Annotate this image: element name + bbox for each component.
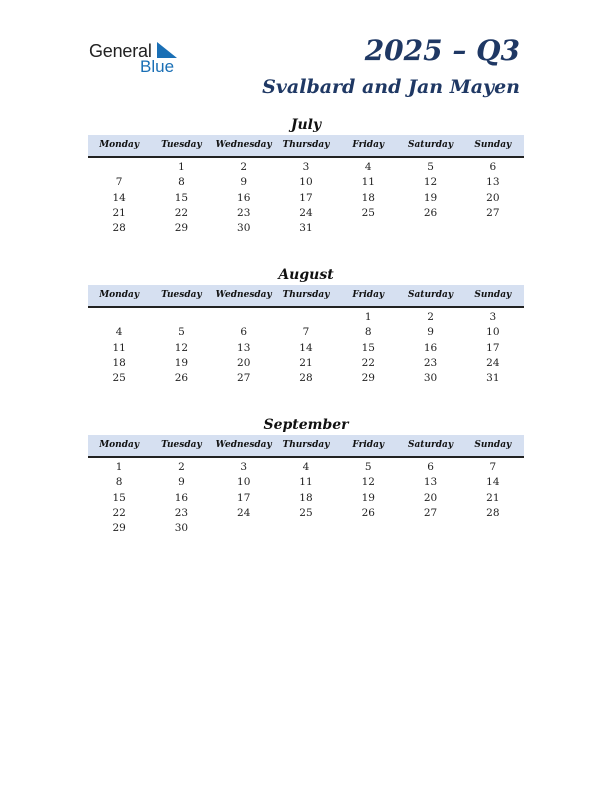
- weekday-label: Wednesday: [215, 140, 272, 150]
- day-cell: 22: [361, 356, 375, 369]
- day-cell: 17: [299, 191, 313, 204]
- weekday-header: [88, 285, 524, 308]
- day-cell: 26: [174, 372, 189, 385]
- day-cell: 19: [423, 191, 438, 204]
- day-cell: 14: [299, 341, 313, 354]
- day-cell: 25: [361, 206, 375, 219]
- weekday-label: Sunday: [474, 440, 512, 450]
- day-cell: 23: [237, 206, 251, 219]
- day-cell: 14: [486, 476, 500, 489]
- day-cell: [88, 160, 150, 175]
- day-cell: [213, 310, 275, 325]
- day-cell: 22: [174, 206, 189, 219]
- day-cell: 13: [486, 176, 500, 189]
- day-cell: 25: [299, 506, 313, 519]
- day-cell: 9: [240, 176, 248, 189]
- week-row: [88, 356, 524, 371]
- day-cell: [337, 521, 399, 536]
- day-cell: 2: [178, 461, 185, 473]
- day-cell: 28: [112, 222, 126, 235]
- day-cell: 20: [423, 491, 438, 504]
- day-cell: 5: [427, 161, 434, 173]
- day-cell: 27: [486, 206, 500, 219]
- day-cell: 10: [237, 476, 251, 489]
- weekday-label: Friday: [352, 140, 385, 150]
- day-cell: 25: [112, 372, 126, 385]
- weekday-label: Thursday: [282, 140, 330, 150]
- month-name: July: [290, 117, 322, 133]
- day-cell: 30: [423, 372, 438, 385]
- weekday-label: Saturday: [407, 440, 454, 450]
- weekday-label: Friday: [352, 290, 385, 300]
- day-cell: 19: [174, 356, 189, 369]
- week-row: [88, 191, 524, 206]
- day-cell: 16: [237, 191, 251, 204]
- day-cell: 23: [423, 356, 438, 369]
- weekday-label: Wednesday: [215, 290, 272, 300]
- day-cell: 12: [174, 341, 189, 354]
- weekday-label: Saturday: [407, 290, 454, 300]
- day-cell: 30: [237, 222, 251, 235]
- weekday-label: Tuesday: [161, 440, 202, 450]
- day-cell: 9: [427, 326, 434, 339]
- day-cell: 17: [486, 341, 500, 354]
- day-cell: 26: [361, 506, 375, 519]
- logo: [89, 40, 189, 76]
- day-cell: [399, 221, 461, 236]
- weekday-label: Tuesday: [161, 140, 202, 150]
- day-cell: 20: [486, 191, 500, 204]
- page-title: 2025 – Q3: [364, 34, 520, 67]
- day-cell: 27: [237, 372, 251, 385]
- day-cell: 14: [112, 191, 126, 204]
- day-cell: 17: [237, 491, 251, 504]
- week-row: [88, 521, 524, 536]
- day-cell: 15: [361, 341, 375, 354]
- day-cell: 8: [178, 176, 185, 189]
- day-cell: 8: [364, 326, 372, 339]
- week-row: [88, 371, 524, 386]
- day-cell: 5: [178, 326, 185, 339]
- logo-general-text: General: [89, 41, 152, 61]
- weekday-label: Sunday: [474, 140, 512, 150]
- day-cell: 10: [486, 326, 500, 339]
- week-row: [88, 506, 524, 521]
- day-cell: 15: [174, 191, 189, 204]
- day-cell: 24: [486, 356, 500, 369]
- month-calendar-september: [88, 415, 524, 536]
- day-cell: 12: [361, 476, 375, 489]
- day-cell: 18: [299, 491, 313, 504]
- weekday-label: Monday: [99, 290, 140, 300]
- day-cell: 18: [112, 356, 126, 369]
- day-cell: 27: [423, 506, 438, 519]
- day-cell: 11: [112, 341, 126, 354]
- day-cell: 28: [299, 372, 313, 385]
- day-cell: 29: [361, 372, 375, 385]
- day-cell: 3: [240, 461, 248, 473]
- week-row: [88, 475, 524, 490]
- day-cell: 23: [174, 506, 189, 519]
- day-cell: 1: [364, 311, 372, 323]
- day-cell: 16: [174, 491, 189, 504]
- day-cell: 24: [299, 206, 313, 219]
- logo-triangle-icon: [155, 42, 177, 58]
- weekday-label: Sunday: [474, 290, 512, 300]
- week-row: [88, 341, 524, 356]
- day-cell: 18: [361, 191, 375, 204]
- day-cell: [150, 310, 212, 325]
- day-cell: 12: [423, 176, 438, 189]
- day-cell: 2: [240, 161, 248, 173]
- weekday-label: Thursday: [282, 290, 330, 300]
- day-cell: [213, 521, 275, 536]
- day-cell: 4: [364, 161, 372, 173]
- week-row: [88, 160, 524, 175]
- day-cell: 29: [174, 222, 189, 235]
- day-cell: [399, 521, 461, 536]
- logo-blue-text: Blue: [140, 57, 175, 76]
- day-cell: 13: [423, 476, 438, 489]
- day-cell: 31: [299, 222, 313, 235]
- weekday-label: Tuesday: [161, 290, 202, 300]
- week-row: [88, 221, 524, 236]
- day-cell: 5: [364, 461, 372, 473]
- weekday-header: [88, 435, 524, 458]
- weekday-label: Monday: [99, 440, 140, 450]
- day-cell: 3: [489, 311, 497, 323]
- day-cell: 1: [178, 161, 185, 173]
- day-cell: 10: [299, 176, 313, 189]
- day-cell: 22: [112, 506, 126, 519]
- month-calendar-august: [88, 265, 524, 386]
- day-cell: [275, 521, 337, 536]
- week-row: [88, 175, 524, 190]
- day-cell: 11: [361, 176, 375, 189]
- day-cell: 13: [237, 341, 251, 354]
- day-cell: 21: [299, 356, 313, 369]
- weekday-label: Saturday: [407, 140, 454, 150]
- weeks: [88, 308, 524, 386]
- day-cell: 7: [302, 326, 310, 339]
- day-cell: 6: [240, 326, 248, 339]
- day-cell: 30: [174, 522, 189, 535]
- weekday-header: [88, 135, 524, 158]
- day-cell: [462, 521, 524, 536]
- month-calendar-july: [88, 115, 524, 236]
- day-cell: 15: [112, 491, 126, 504]
- day-cell: 20: [237, 356, 251, 369]
- day-cell: 16: [423, 341, 438, 354]
- weeks: [88, 458, 524, 536]
- day-cell: [275, 310, 337, 325]
- week-row: [88, 491, 524, 506]
- day-cell: 4: [302, 461, 310, 473]
- day-cell: 24: [237, 506, 251, 519]
- week-row: [88, 310, 524, 325]
- day-cell: 9: [178, 476, 185, 489]
- month-name: August: [278, 267, 334, 283]
- day-cell: 21: [112, 206, 126, 219]
- day-cell: 6: [489, 161, 497, 173]
- week-row: [88, 325, 524, 340]
- page-subtitle: Svalbard and Jan Mayen: [262, 76, 520, 98]
- weekday-label: Friday: [352, 440, 385, 450]
- day-cell: 7: [489, 461, 497, 473]
- week-row: [88, 206, 524, 221]
- month-name: September: [263, 417, 349, 433]
- day-cell: [462, 221, 524, 236]
- weekday-label: Wednesday: [215, 440, 272, 450]
- day-cell: 7: [115, 176, 123, 189]
- day-cell: 28: [486, 506, 500, 519]
- day-cell: 11: [299, 476, 313, 489]
- weeks: [88, 158, 524, 236]
- week-row: [88, 460, 524, 475]
- day-cell: 21: [486, 491, 500, 504]
- day-cell: 19: [361, 491, 375, 504]
- day-cell: 6: [427, 461, 434, 473]
- day-cell: 4: [115, 326, 123, 339]
- day-cell: 26: [423, 206, 438, 219]
- weekday-label: Monday: [99, 140, 140, 150]
- day-cell: [337, 221, 399, 236]
- day-cell: [88, 310, 150, 325]
- day-cell: 31: [486, 372, 500, 385]
- day-cell: 8: [115, 476, 123, 489]
- day-cell: 3: [302, 161, 310, 173]
- day-cell: 29: [112, 522, 126, 535]
- day-cell: 1: [115, 461, 123, 473]
- weekday-label: Thursday: [282, 440, 330, 450]
- day-cell: 2: [427, 311, 434, 323]
